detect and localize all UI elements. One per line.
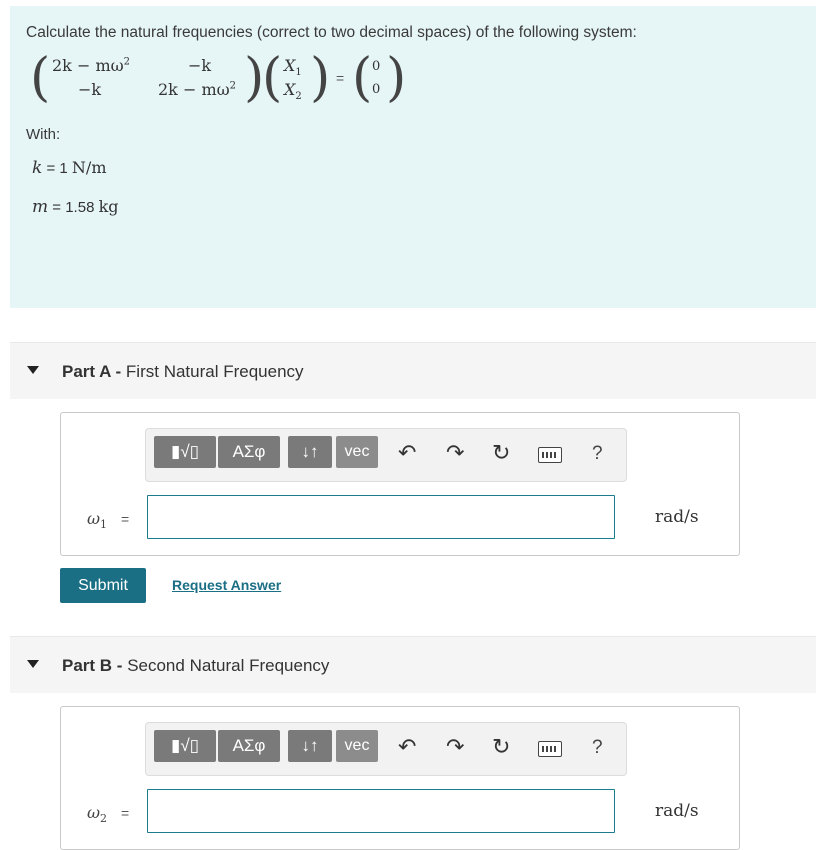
redo-icon[interactable]: ↷	[446, 734, 465, 759]
equals-sign: =	[336, 70, 345, 86]
symbols-button[interactable]: ΑΣφ	[218, 436, 280, 468]
collapse-triangle-icon[interactable]	[27, 366, 39, 374]
part-b-answer-box	[60, 706, 740, 850]
vec-button[interactable]: vec	[336, 436, 378, 468]
right-paren: )	[244, 48, 265, 108]
redo-icon[interactable]: ↷	[446, 440, 465, 465]
zero-left-paren: (	[352, 48, 373, 108]
matrix-a11: $2k - m\omega^2$	[52, 56, 131, 75]
matrix-equation	[30, 50, 450, 116]
undo-icon[interactable]: ↶	[398, 734, 417, 759]
zero-right-paren: )	[386, 48, 407, 108]
part-a-answer-box	[60, 412, 740, 556]
templates-button[interactable]: ▮√▯	[154, 436, 216, 468]
omega1-unit: rad/s	[655, 507, 699, 527]
with-label: With:	[26, 126, 61, 143]
part-b-title: Part B - Second Natural Frequency	[62, 656, 330, 675]
vec-button[interactable]: vec	[336, 730, 378, 762]
math-toolbar	[145, 722, 627, 776]
omega1-equals: =	[121, 511, 130, 527]
reset-icon[interactable]: ↻	[492, 440, 511, 465]
keyboard-icon[interactable]	[538, 440, 562, 466]
vector-x2: $X_2$	[284, 80, 302, 103]
submit-button[interactable]: Submit	[60, 568, 146, 603]
vector-right-paren: )	[310, 48, 331, 108]
omega2-unit: rad/s	[655, 801, 699, 821]
part-b-header[interactable]	[10, 636, 816, 693]
left-paren: (	[30, 48, 51, 108]
zero-1: 0	[372, 59, 381, 74]
templates-button[interactable]: ▮√▯	[154, 730, 216, 762]
omega2-equals: =	[121, 805, 130, 821]
zero-2: 0	[372, 82, 381, 97]
symbols-button[interactable]: ΑΣφ	[218, 730, 280, 762]
problem-prompt: Calculate the natural frequencies (correct to two decimal spaces) of the following system:	[26, 24, 637, 41]
omega1-label: $\omega_1$	[87, 509, 108, 532]
matrix-a21: −k	[78, 80, 102, 99]
omega1-input[interactable]	[147, 495, 615, 539]
omega2-label: $\omega_2$	[87, 803, 108, 826]
undo-icon[interactable]: ↶	[398, 440, 417, 465]
part-a-header[interactable]	[10, 342, 816, 399]
help-button[interactable]: ?	[592, 443, 603, 464]
problem-statement	[10, 6, 816, 308]
collapse-triangle-icon[interactable]	[27, 660, 39, 668]
matrix-a22: $2k - m\omega^2$	[158, 80, 237, 99]
keyboard-icon[interactable]	[538, 734, 562, 760]
given-m: m = 1.58 kg	[32, 197, 119, 217]
matrix-a12: −k	[188, 56, 212, 75]
request-answer-link[interactable]: Request Answer	[172, 577, 282, 593]
vector-left-paren: (	[262, 48, 283, 108]
help-button[interactable]: ?	[592, 737, 603, 758]
arrows-button[interactable]: ↓↑	[288, 730, 332, 762]
part-a-title: Part A - First Natural Frequency	[62, 362, 304, 381]
arrows-button[interactable]: ↓↑	[288, 436, 332, 468]
math-toolbar	[145, 428, 627, 482]
omega2-input[interactable]	[147, 789, 615, 833]
vector-x1: $X_1$	[284, 56, 302, 79]
given-k: k = 1 N/m	[32, 158, 107, 178]
reset-icon[interactable]: ↻	[492, 734, 511, 759]
